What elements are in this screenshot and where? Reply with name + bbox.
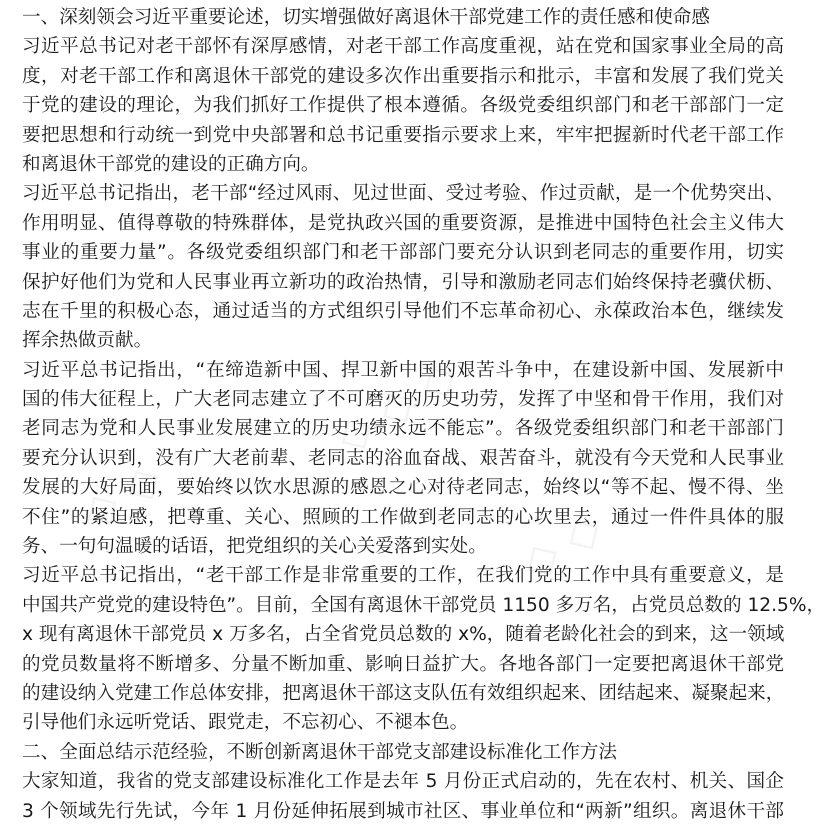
paragraph-line: 务、一句句温暖的话语，把党组织的关心关爱落到实处。 [22, 536, 487, 558]
paragraph-line: 的党员数量将不断增多、分量不断加重、影响日益扩大。各地各部门一定要把离退休干部党 [22, 653, 784, 675]
paragraph [22, 179, 784, 355]
paragraph-line: 志在千里的积极心态，通过适当的方式组织引导他们不忘革命初心、永葆政治本色，继续发 [22, 300, 784, 322]
paragraph-line: 中国共产党党的建设特色”。目前，全国有离退休干部党员 1150 多万名，占党员总数的 12.5%， [22, 594, 825, 616]
paragraph-line: 国的伟大征程上，广大老同志建立了不可磨灭的历史功劳，发挥了中坚和骨干作用，我们对 [22, 389, 784, 411]
paragraph [22, 356, 784, 562]
paragraph [22, 561, 825, 737]
watermark-graphic: ◇ ◇ [72, 451, 171, 540]
paragraph-line: 习近平总书记指出，老干部“经过风雨、见过世面、受过考验、作过贡献，是一个优势突出、 [22, 183, 784, 205]
paragraph-line: 习近平总书记指出，“在缔造新中国、捍卫新中国的艰苦斗争中，在建设新中国、发展新中 [22, 359, 784, 381]
paragraph [22, 32, 784, 179]
paragraph-line: 保护好他们为党和人民事业再立新功的政治热情，引导和激励老同志们始终保持老骥伏枥、 [22, 271, 784, 293]
paragraph-line: 要把思想和行动统一到党中央部署和总书记重要指示要求上来，牢牢把握新时代老干部工作 [22, 124, 784, 146]
paragraph-line: 大家知道，我省的党支部建设标准化工作是去年 5 月份正式启动的，先在农村、机关、国企 [22, 771, 784, 793]
paragraph-line: 事业的重要力量”。各级党委组织部门和老干部部门要充分认识到老同志的重要作用，切实 [22, 242, 784, 264]
paragraph-line: 习近平总书记对老干部怀有深厚感情，对老干部工作高度重视，站在党和国家事业全局的高 [22, 36, 784, 58]
section-heading: 二、全面总结示范经验，不断创新离退休干部党支部建设标准化工作方法 [22, 741, 618, 763]
paragraph-line: 习近平总书记指出，“老干部工作是非常重要的工作，在我们党的工作中具有重要意义，是 [22, 565, 784, 587]
document-body [22, 3, 825, 826]
paragraph-line: x 现有离退休干部党员 x 万多名，占全省党员总数的 x%，随着老龄化社会的到来，这一领域 [22, 624, 785, 646]
paragraph [22, 767, 784, 826]
paragraph-line: 的建设纳入党建工作总体安排，把离退休干部这支队伍有效组织起来、团结起来、凝聚起来， [22, 682, 785, 704]
paragraph-line: 挥余热做贡献。 [22, 330, 153, 352]
paragraph-line: 引导他们永远听党话、跟党走，不忘初心、不褪本色。 [22, 712, 469, 734]
watermark-graphic: ◇ ◇ [512, 501, 611, 590]
paragraph-line: 3 个领域先行先试，今年 1 月份延伸拓展到城市社区、事业单位和“两新”组织。离退休干部 [22, 800, 784, 822]
paragraph-line: 度，对老干部工作和离退休干部党的建设多次作出重要指示和批示，丰富和发展了我们党关 [22, 65, 784, 87]
paragraph-line: 作用明显、值得尊敬的特殊群体，是党执政兴国的重要资源，是推进中国特色社会主义伟大 [22, 212, 784, 234]
paragraph-line: 老同志为党和人民事业发展建立的历史功绩永远不能忘”。各级党委组织部门和老干部部门 [22, 418, 784, 440]
paragraph-line: 要充分认识到，没有广大老前辈、老同志的浴血奋战、艰苦奋斗，就没有今天党和人民事业 [22, 447, 784, 469]
section-heading: 一、深刻领会习近平重要论述，切实增强做好离退休干部党建工作的责任感和使命感 [22, 7, 710, 28]
watermark-graphic: ◇ ◇ ◇ [326, 348, 466, 463]
paragraph-line: 和离退休干部党的建设的正确方向。 [22, 153, 320, 175]
paragraph-line: 于党的建设的理论，为我们抓好工作提供了根本遵循。各级党委组织部门和老干部部门一定 [22, 95, 784, 117]
paragraph-line: 不住”的紧迫感，把尊重、关心、照顾的工作做到老同志的心坎里去，通过一件件具体的服 [22, 506, 784, 528]
paragraph-line: 发展的大好局面，要始终以饮水思源的感恩之心对待老同志，始终以“等不起、慢不得、坐 [22, 477, 784, 499]
